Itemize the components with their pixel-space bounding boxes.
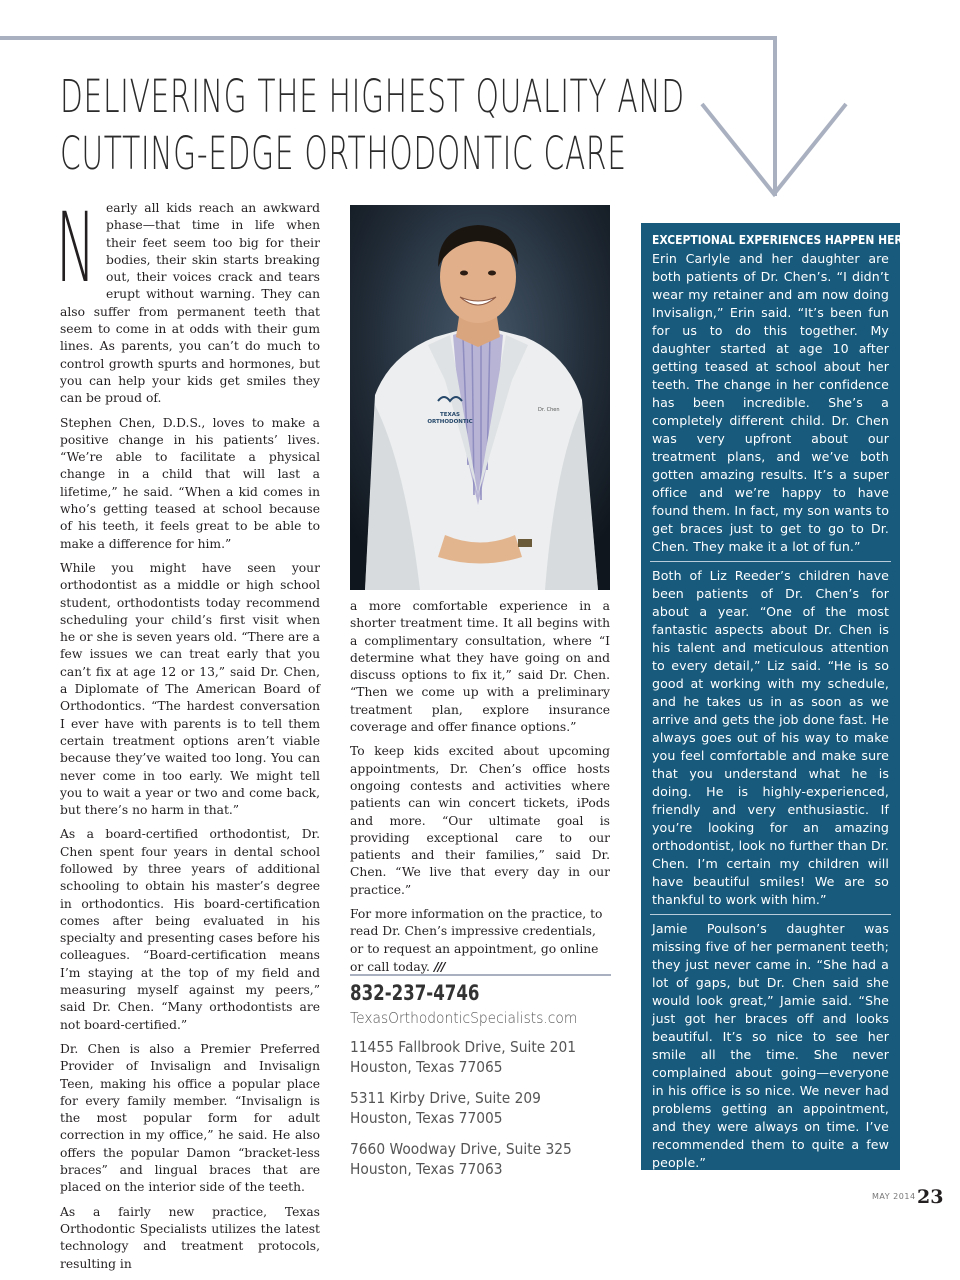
website-link[interactable]: TexasOrthodonticSpecialists.com [350,1009,578,1027]
article-paragraph: Nearly all kids reach an awkward phase—that time in life when their feet seem too big for their bodies, their skin starts breaking out, their voices crack and tears erupt without warning. They can also suffer from permanent teeth that seem to come in at odds with their gum lines. As parents, you can’t do much to control growth spurts and hormones, but you can help your kids get smiles they can be proud of. [56,192,320,406]
address: 7660 Woodway Drive, Suite 325 Houston, Texas 77063 [350,1140,572,1178]
doctor-portrait-illustration [350,205,610,590]
article-paragraph: As a fairly new practice, Texas Orthodontic Specialists utilizes the latest technology and treatment protocols, resulting in [60,1204,320,1271]
down-arrow-icon [696,100,852,200]
phone-number[interactable]: 832-237-4746 [350,981,480,1005]
issue-date: MAY 2014 [872,1192,916,1201]
sidebar-divider [650,914,891,915]
end-mark: /// [433,958,445,974]
coat-logo-line-1: TEXAS [440,412,460,418]
article-paragraph: While you might have seen your orthodontist as a middle or high school student, orthodontists today recommend scheduling your child’s first visit when he or she is seven years old. “There are a few issues we can treat early that you can’t fix at age 12 or 13,” said Dr. Chen, a Diplomate of The American Board of Orthodontics. “The hardest conversation I ever have with parents is to tell them certain treatment options aren’t viable because they’ve waited too long. You can never come in too early. We might tell you to wait a year or two and come back, but there’s no harm in that.” [60,560,320,818]
frame-rule-top [0,36,776,40]
title-line-1: DELIVERING THE HIGHEST QUALITY AND [60,70,685,123]
testimonial: Erin Carlyle and her daughter are both patients of Dr. Chen’s. “I didn’t wear my retainer and am now doing Invisalign,” Erin said. “It’s been fun for us to do this together. My daughter started at age 10 after getting teased at school about her teeth. The change in her confidence has been incredible. She’s a completely different child. Dr. Chen was very upfront about our treatment plans, and we’ve both gotten amazing results. It’s a super office and we’re happy to have found them. In fact, my son wants to get braces just to get to go to Dr. Chen. They make it a lot of fun.” [652,251,889,554]
testimonials-sidebar [641,223,911,1170]
contact-block [350,974,611,1190]
testimonial: Jamie Poulson’s daughter was missing five of her permanent teeth; they just never came in. “She had a lot of gaps, but Dr. Chen said she would look great,” Jamie said. “She just got her braces off and looks beautiful. It’s so nice to see her smile all the time. She never complained about going—everyone in his office is so nice. We never had problems getting an appointment, and they were always on time. I’ve recommended them to quite a few people.” [652,921,889,1170]
title-line-2: CUTTING-EDGE ORTHODONTIC CARE [60,127,627,180]
page-number: 23 [917,1186,944,1208]
article-paragraph: For more information on the practice, to read Dr. Chen’s impressive credentials, or to request an appointment, go online or call today. /// [350,907,603,974]
address: 5311 Kirby Drive, Suite 209 Houston, Texas 77005 [350,1089,541,1127]
article-paragraph: As a board-certified orthodontist, Dr. Chen spent four years in dental school followed by three years of additional schooling to obtain his master’s degree in orthodontics. His board-certification comes after being evaluated in his specialty and presenting cases before his colleagues. “Board-certification means I’m staying at the top of my field and measuring myself against my peers,” said Dr. Chen. “Many orthodontists are not board-certified.” [60,827,320,1032]
drop-cap: N [56,192,96,304]
address: 11455 Fallbrook Drive, Suite 201 Houston, Texas 77065 [350,1038,577,1076]
page-title [60,68,685,182]
doctor-portrait-photo [350,205,610,590]
article-paragraph: Stephen Chen, D.D.S., loves to make a positive change in his patients’ lives. “We’re able to facilitate a physical change in a child that will last a lifetime,” he said. “When a kid comes in who’s getting teased at school because of his teeth, it feels great to be able to make a difference for him.” [60,415,320,551]
article-paragraph: To keep kids excited about upcoming appointments, Dr. Chen’s office hosts ongoing contests and activities where patients can win concert tickets, iPods and more. “Our ultimate goal is providing exceptional care to our patients and their families,” said Dr. Chen. “We live that every day in our practice.” [350,744,610,897]
testimonial: Both of Liz Reeder’s children have been patients of Dr. Chen’s for about a year. “One of the most fantastic aspects about Dr. Chen is his talent and meticulous attention to every detail,” Liz said. “He is so good at working with my schedule, and he takes us in as soon as we arrive and gets the job done fast. He always goes out of his way to make you feel comfortable and make sure that you understand what he is doing. He is highly-experienced, friendly and very enthusiastic. If you’re looking for an amazing orthodontist, look no further than Dr. Chen. I’m certain my children will have beautiful smiles! We are so thankful to work with him.” [652,568,889,907]
article-paragraph: Dr. Chen is also a Premier Preferred Provider of Invisalign and Invisalign Teen, making his office a popular place for every family member. “Invisalign is the most popular form for adult correction in my office,” he said. He also offers the popular Damon “bracket-less braces” and lingual braces that are placed on the interior side of the teeth. [60,1041,320,1195]
article-column-2 [350,598,610,983]
article-column-1 [56,192,320,1280]
coat-logo-line-2: ORTHODONTIC [427,419,473,425]
article-paragraph: a more comfortable experience in a shorter treatment time. It all begins with a complimentary consultation, where “I determine what they have going on and discuss options to fix it,” said Dr. Chen. “Then we come up with a preliminary treatment plan, explore insurance coverage and offer finance options.” [350,599,610,735]
sidebar-heading: EXCEPTIONAL EXPERIENCES HAPPEN HERE [652,232,911,247]
coat-name-embroidery: Dr. Chen [538,407,560,413]
sidebar-divider [650,561,891,562]
